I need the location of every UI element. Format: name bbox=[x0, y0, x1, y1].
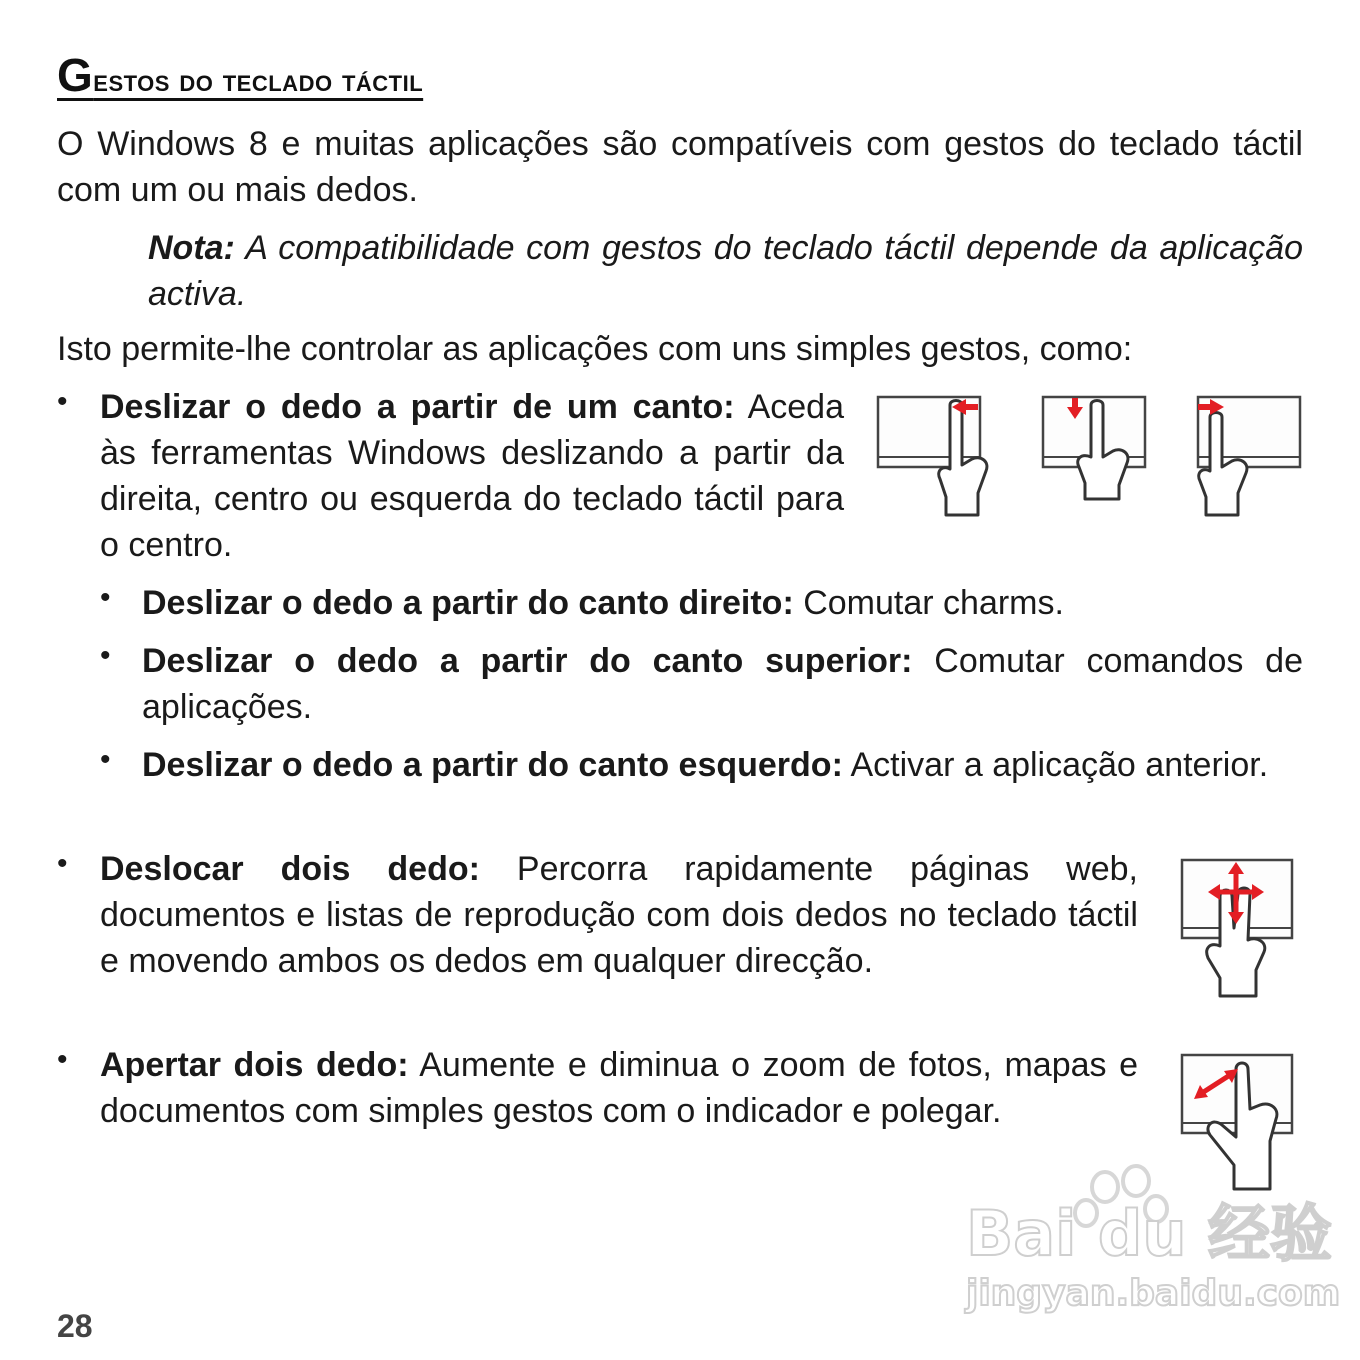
watermark-url: jingyan.baidu.com bbox=[966, 1273, 1341, 1314]
sub-item-right-edge bbox=[142, 580, 1303, 626]
item-text: Aceda às ferramentas Windows deslizando a partir da direita, centro ou esquerda do teclado táctil para o centro. bbox=[100, 388, 844, 564]
touchpad-swipe-right-edge-icon bbox=[876, 395, 1006, 520]
list-item-two-finger-scroll bbox=[100, 846, 1138, 984]
baidu-watermark bbox=[960, 1155, 1341, 1315]
sub-item-heading: Deslizar o dedo a partir do canto esquerdo: bbox=[142, 746, 843, 784]
watermark-logo: Bai du 经验 bbox=[966, 1197, 1333, 1270]
title-rest: estos do teclado táctil bbox=[93, 62, 424, 98]
note-label: Nota: bbox=[148, 229, 235, 267]
sub-item-text: Activar a aplicação anterior. bbox=[842, 746, 1269, 784]
sub-bullet-1: • bbox=[100, 581, 111, 614]
sub-item-text: Comutar charms. bbox=[793, 584, 1064, 622]
note-paragraph bbox=[148, 225, 1303, 317]
item-text: Percorra rapidamente páginas web, documentos e listas de reprodução com dois dedos no teclado táctil e movendo ambos os dedos em qualquer direcção. bbox=[100, 850, 1138, 980]
item-text: Aumente e diminua o zoom de fotos, mapas e documentos com simples gestos com o indicador e polegar. bbox=[100, 1046, 1139, 1130]
list-item-pinch bbox=[100, 1042, 1138, 1134]
sub-item-heading: Deslizar o dedo a partir do canto superior: bbox=[142, 642, 913, 680]
lead-paragraph: Isto permite-lhe controlar as aplicações com uns simples gestos, como: bbox=[57, 330, 1133, 368]
sub-item-top-edge bbox=[142, 638, 1303, 730]
page-title bbox=[57, 48, 423, 102]
sub-item-heading: Deslizar o dedo a partir do canto direito: bbox=[142, 584, 794, 622]
title-initial: G bbox=[57, 49, 94, 101]
item-heading: Deslizar o dedo a partir de um canto: bbox=[100, 388, 735, 426]
item-heading: Deslocar dois dedo: bbox=[100, 850, 480, 888]
bullet-1: • bbox=[57, 385, 68, 418]
touchpad-two-finger-scroll-icon bbox=[1180, 858, 1310, 1003]
bullet-3: • bbox=[57, 1043, 68, 1076]
touchpad-swipe-left-edge-icon bbox=[1196, 395, 1326, 520]
sub-bullet-2: • bbox=[100, 639, 111, 672]
page-number: 28 bbox=[57, 1308, 93, 1344]
intro-paragraph: O Windows 8 e muitas aplicações são compatíveis com gestos do teclado táctil com um ou mais dedos. bbox=[57, 125, 1303, 209]
sub-item-left-edge bbox=[142, 742, 1303, 788]
note-text: A compatibilidade com gestos do teclado táctil depende da aplicação activa. bbox=[148, 229, 1303, 313]
item-heading: Apertar dois dedo: bbox=[100, 1046, 409, 1084]
sub-bullet-3: • bbox=[100, 743, 111, 776]
touchpad-swipe-top-edge-icon bbox=[1041, 395, 1171, 520]
list-item-swipe-edge bbox=[100, 384, 844, 568]
sub-item-text: Comutar comandos de aplicações. bbox=[142, 642, 1303, 726]
bullet-2: • bbox=[57, 847, 68, 880]
